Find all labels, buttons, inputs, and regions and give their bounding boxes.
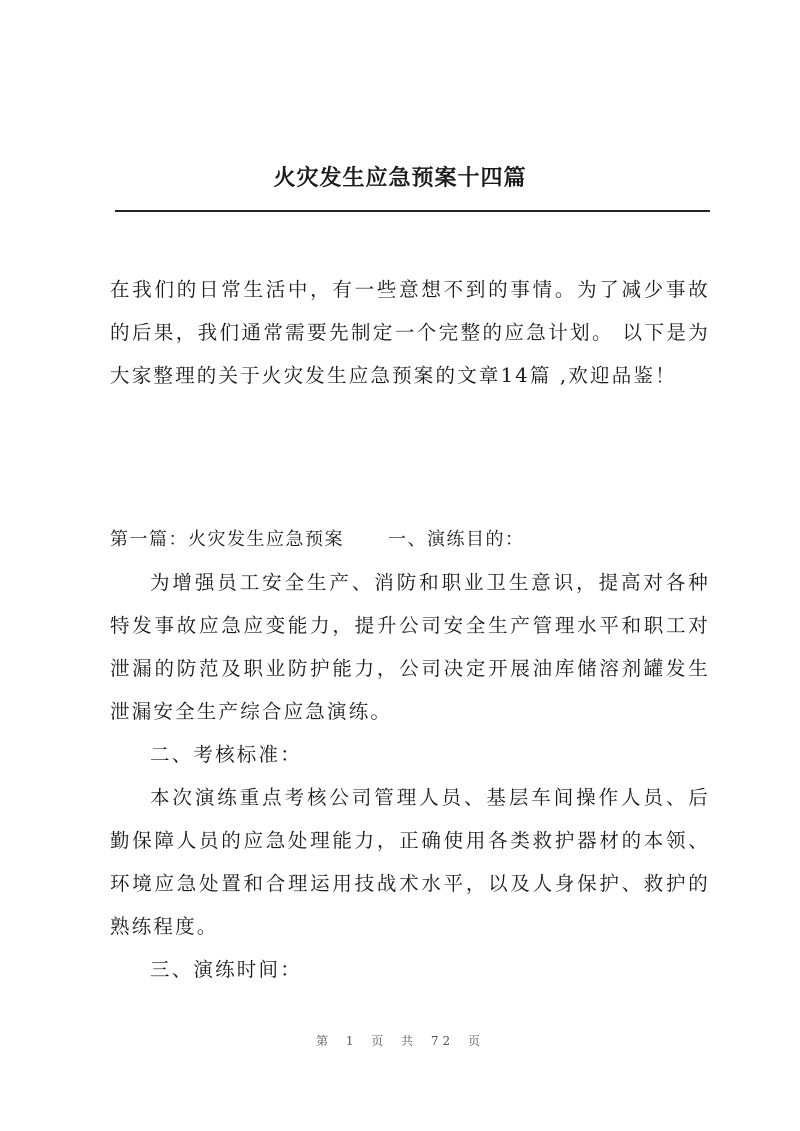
chapter-heading-line xyxy=(110,518,710,561)
title-underline xyxy=(115,210,710,212)
page-number-footer: 第 1 页 共 72 页 xyxy=(316,1034,484,1048)
purpose-paragraph: 为增强员工安全生产、消防和职业卫生意识，提高对各种特发事故应急应变能力，提升公司安全生产管理水平和职工对泄漏的防范及职业防护能力，公司决定开展油库储溶剂罐发生泄漏安全生产综合应急演练。 xyxy=(110,571,710,723)
section-heading-standard: 二、考核标准： xyxy=(150,743,302,766)
chapter-label: 第一篇：火灾发生应急预案 xyxy=(110,529,344,550)
document-title: 火灾发生应急预案十四篇 xyxy=(273,166,527,191)
section-heading-time: 三、演练时间： xyxy=(150,958,302,981)
standard-paragraph: 本次演练重点考核公司管理人员、基层车间操作人员、后勤保障人员的应急处理能力，正确使用各类救护器材的本领、环境应急处置和合理运用技战术水平，以及人身保护、救护的熟练程度。 xyxy=(110,786,710,938)
section-heading-purpose: 一、演练目的： xyxy=(388,529,525,550)
intro-paragraph: 在我们的日常生活中，有一些意想不到的事情。为了减少事故的后果，我们通常需要先制定一个完整的应急计划。 以下是为大家整理的关于火灾发生应急预案的文章14篇 ,欢迎品鉴！ xyxy=(110,278,710,387)
